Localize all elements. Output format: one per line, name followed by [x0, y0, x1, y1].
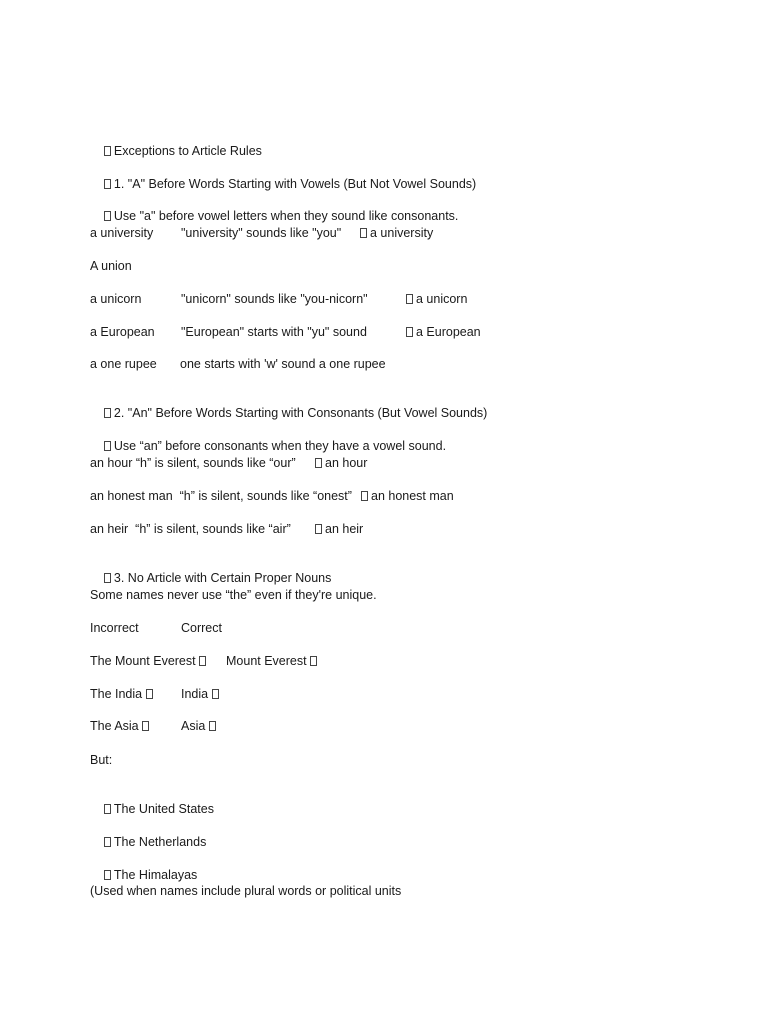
section-3-heading: 3. No Article with Certain Proper Nouns [90, 554, 331, 602]
correct-cell: India [181, 686, 222, 702]
missing-glyph-icon [104, 804, 111, 814]
missing-glyph-icon [146, 689, 153, 699]
missing-glyph-icon [142, 721, 149, 731]
example-explanation: one starts with 'w' sound a one rupee [180, 357, 386, 371]
incorrect-cell: The Mount Everest [90, 653, 209, 669]
example-word: an hour “h” is silent, sounds like “our” [90, 456, 296, 470]
example-word: a university [90, 226, 154, 240]
missing-glyph-icon [104, 146, 111, 156]
column-header-incorrect: Incorrect [90, 621, 139, 635]
missing-glyph-icon [104, 179, 111, 189]
missing-glyph-icon [310, 656, 317, 666]
missing-glyph-icon [104, 441, 111, 451]
example-word: A union [90, 259, 132, 273]
correct-cell: Mount Everest [226, 653, 320, 669]
section-1-rule: Use "a" before vowel letters when they sound like consonants. [90, 192, 458, 240]
example-word: a unicorn [90, 292, 142, 306]
example-word: an heir “h” is silent, sounds like “air” [90, 522, 291, 536]
list-item: The United States [90, 785, 214, 833]
section-2-rule: Use “an” before consonants when they have a vowel sound. [90, 422, 446, 470]
incorrect-cell: The India [90, 686, 156, 702]
missing-glyph-icon [104, 408, 111, 418]
list-item: The Himalayas [90, 851, 197, 899]
missing-glyph-icon [104, 573, 111, 583]
example-word: a one rupee [90, 357, 157, 371]
example-result: an heir [315, 521, 363, 537]
incorrect-cell: The Asia [90, 718, 152, 734]
example-result: an honest man [361, 488, 454, 504]
missing-glyph-icon [315, 458, 322, 468]
example-explanation: "university" sounds like "you" [181, 226, 342, 240]
but-label: But: [90, 753, 113, 767]
column-header-correct: Correct [181, 621, 222, 635]
missing-glyph-icon [315, 524, 322, 534]
missing-glyph-icon [104, 870, 111, 880]
missing-glyph-icon [212, 689, 219, 699]
example-explanation: "European" starts with "yu" sound [181, 325, 367, 339]
missing-glyph-icon [104, 837, 111, 847]
example-result: a unicorn [406, 291, 467, 307]
example-result: an hour [315, 455, 367, 471]
list-item: The Netherlands [90, 818, 206, 866]
table-row [90, 718, 206, 782]
missing-glyph-icon [199, 656, 206, 666]
missing-glyph-icon [209, 721, 216, 731]
doc-title: Exceptions to Article Rules [90, 127, 262, 175]
missing-glyph-icon [104, 211, 111, 221]
example-result: a European [406, 324, 481, 340]
missing-glyph-icon [406, 327, 413, 337]
example-word: an honest man “h” is silent, sounds like “onest” [90, 489, 352, 503]
example-explanation: "unicorn" sounds like "you-nicorn" [181, 292, 368, 306]
example-word: a European [90, 325, 155, 339]
missing-glyph-icon [406, 294, 413, 304]
section-1-heading: 1. "A" Before Words Starting with Vowels (But Not Vowel Sounds) [90, 160, 476, 208]
example-result: a university [360, 225, 433, 241]
closing-note: (Used when names include plural words or political units [90, 884, 402, 898]
correct-cell: Asia [181, 718, 219, 734]
section-2-heading: 2. "An" Before Words Starting with Consonants (But Vowel Sounds) [90, 389, 487, 437]
missing-glyph-icon [361, 491, 368, 501]
missing-glyph-icon [360, 228, 367, 238]
section-3-intro: Some names never use “the” even if they're unique. [90, 588, 377, 602]
